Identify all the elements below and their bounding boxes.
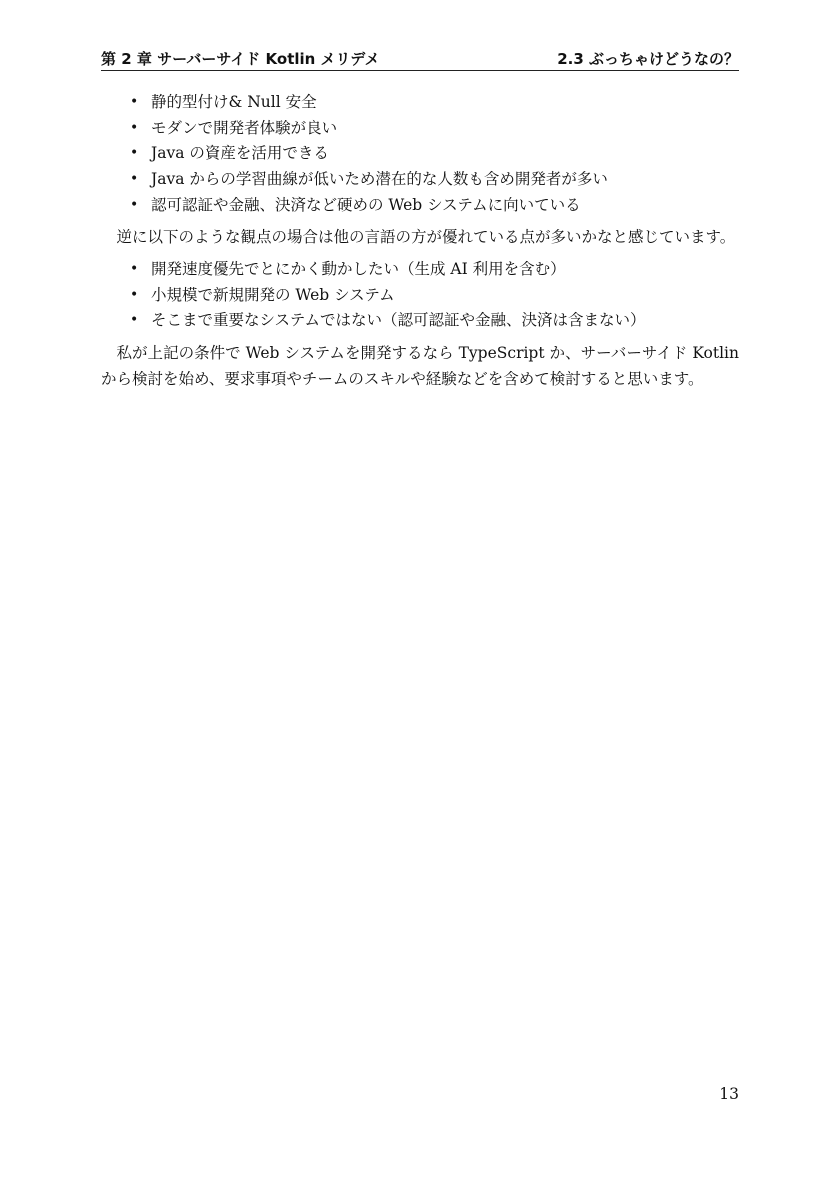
section-title: 2.3 ぶっちゃけどうなの？ xyxy=(557,50,739,68)
bullet-icon: • xyxy=(130,196,139,213)
merits-list xyxy=(101,90,739,218)
bullet-icon: • xyxy=(130,312,139,329)
list-item-text: 開発速度優先でとにかく動かしたい（生成 AI 利用を含む） xyxy=(151,259,566,278)
chapter-title: 第 2 章 サーバーサイド Kotlin メリデメ xyxy=(101,50,380,68)
list-item-text: Java の資産を活用できる xyxy=(151,144,329,163)
bullet-icon: • xyxy=(130,94,139,110)
list-item-text: モダンで開発者体験が良い xyxy=(151,118,338,137)
list-item-text: 認可認証や金融、決済など硬めの Web システムに向いている xyxy=(151,195,581,214)
bullet-icon: • xyxy=(130,145,139,162)
list-item xyxy=(101,90,739,116)
list-item xyxy=(101,308,739,334)
paragraph: 私が上記の条件で Web システムを開発するなら TypeScript か、サーバーサイド Kotlin から検討を始め、要求事項やチームのスキルや経験などを含めて検討すると思います。 xyxy=(101,344,739,388)
list-item-text: そこまで重要なシステムではない（認可認証や金融、決済は含まない） xyxy=(151,311,646,330)
paragraph: 逆に以下のような観点の場合は他の言語の方が優れている点が多いかなと感じています。 xyxy=(116,228,736,247)
bullet-icon: • xyxy=(130,119,139,136)
list-item xyxy=(101,116,739,142)
bullet-icon: • xyxy=(130,171,139,188)
list-item xyxy=(101,167,739,193)
list-item xyxy=(101,193,739,219)
running-header xyxy=(101,50,739,71)
bullet-icon: • xyxy=(130,260,139,277)
demerits-list xyxy=(101,257,739,334)
page-number: 13 xyxy=(719,1085,739,1103)
list-item xyxy=(101,141,739,167)
list-item-text: 静的型付け& Null 安全 xyxy=(151,93,317,111)
bullet-icon: • xyxy=(130,286,139,303)
list-item-text: Java からの学習曲線が低いため潜在的な人数も含め開発者が多い xyxy=(151,170,608,189)
list-item-text: 小規模で新規開発の Web システム xyxy=(151,285,395,304)
page-body xyxy=(101,90,739,392)
list-item xyxy=(101,257,739,283)
list-item xyxy=(101,283,739,309)
